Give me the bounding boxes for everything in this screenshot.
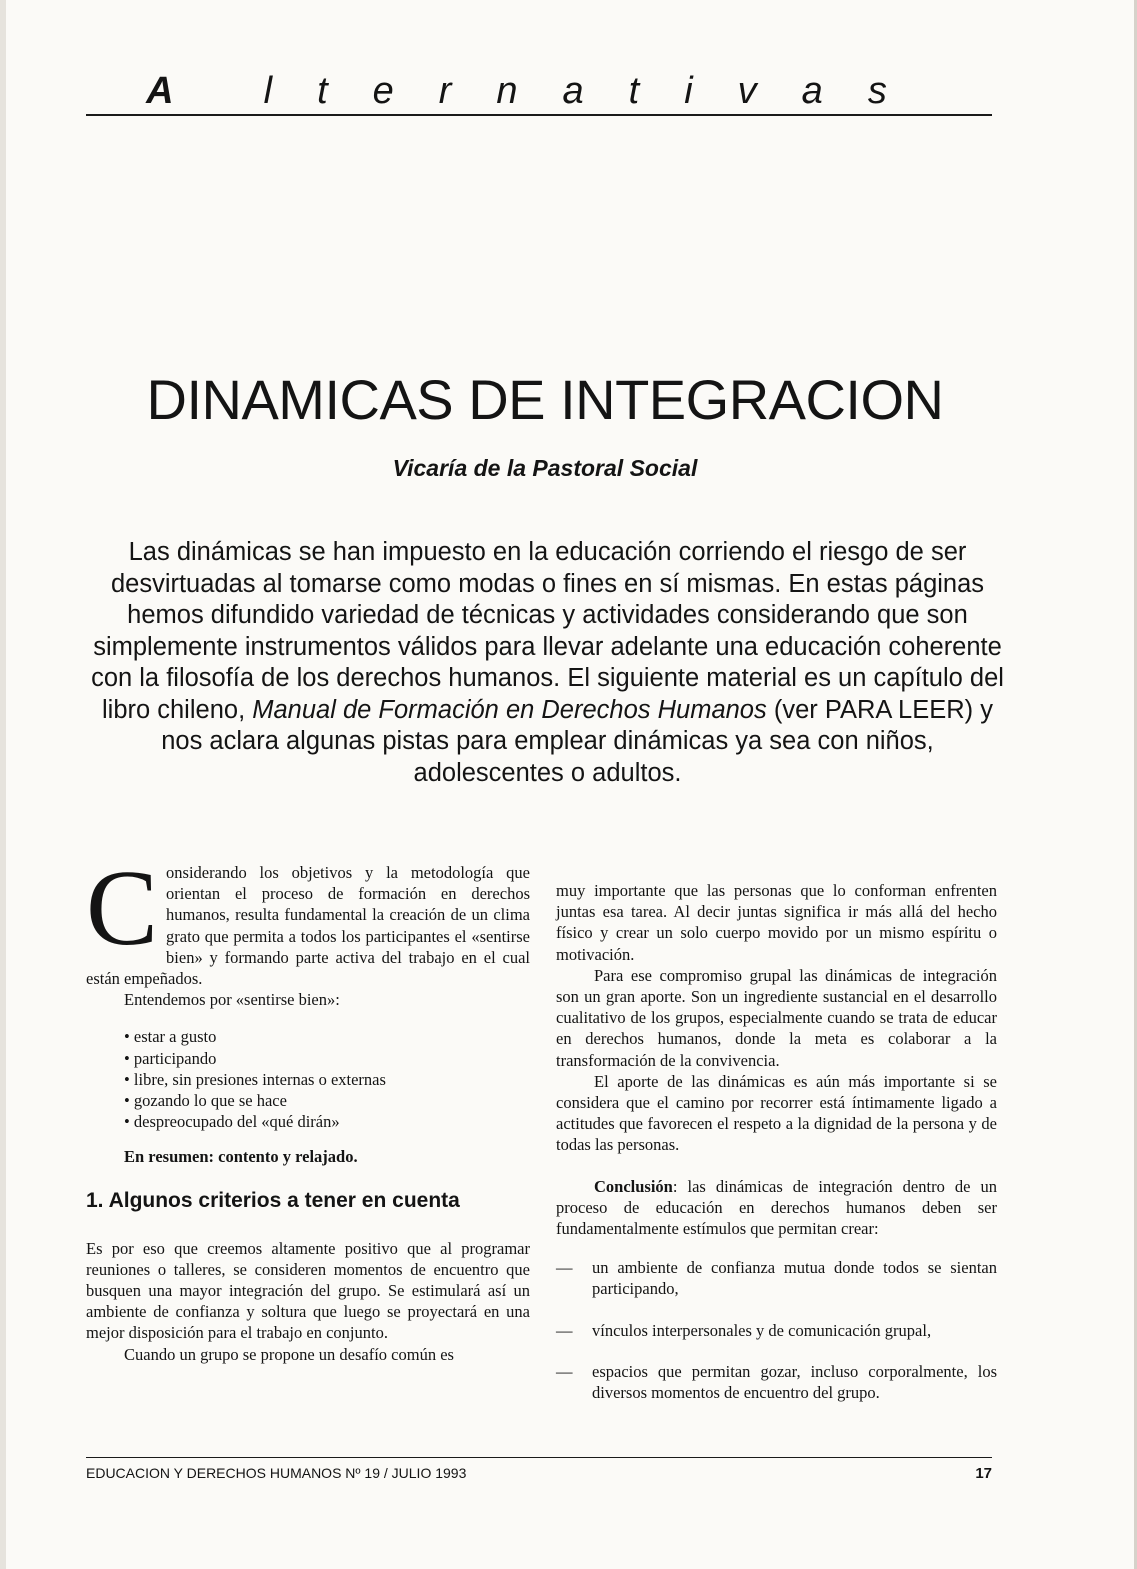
list-item: • participando bbox=[124, 1048, 530, 1069]
lead-paragraph bbox=[85, 537, 1010, 789]
section-header bbox=[86, 70, 992, 116]
body-paragraph: Es por eso que creemos altamente positivo que al programar reuniones o talleres, se consideren momentos de encuentro que busquen una mayor integración del grupo. Se estimulará así un ambiente de confianza y soltura que luego se proyectará en una mejor disposición para el trabajo en conjunto. bbox=[86, 1238, 530, 1343]
intro-paragraph bbox=[86, 849, 530, 989]
publication-info: EDUCACION Y DERECHOS HUMANOS Nº 19 / JULIO 1993 bbox=[86, 1465, 467, 1481]
lead-text-1: Las dinámicas se han impuesto en la educación corriendo el riesgo de ser desvirtuadas al tomarse como modas o fines en sí mismas. En estas páginas hemos difundido variedad de técnicas y actividades considerando que son simplemente instrumentos válidos para llevar adelante una educación coherente con la filosofía de los derechos humanos. El siguiente material es un capítulo del libro chileno, bbox=[91, 538, 1004, 724]
conclusion-text: : las dinámicas de integración dentro de un proceso de educación en derechos humanos deben ser fundamentalmente estímulos que permitan crear: bbox=[556, 1176, 997, 1239]
section-header-rest: lternativas bbox=[263, 70, 932, 112]
definition-text: Entendemos por «sentirse bien»: bbox=[124, 990, 340, 1010]
drop-cap: C bbox=[86, 849, 159, 968]
page-footer bbox=[86, 1465, 992, 1482]
article-author: Vicaría de la Pastoral Social bbox=[392, 455, 698, 481]
body-paragraph: Cuando un grupo se propone un desafío común es bbox=[124, 1344, 454, 1364]
conclusion-paragraph bbox=[556, 1176, 997, 1240]
lead-text-2: (ver PARA LEER) y nos aclara algunas pistas para emplear dinámicas ya sea con niños, adolescentes o adultos. bbox=[161, 695, 994, 787]
footer-rule bbox=[86, 1457, 992, 1458]
page-gutter bbox=[0, 0, 6, 1569]
page-number: 17 bbox=[975, 1465, 992, 1482]
list-item: • estar a gusto bbox=[124, 1026, 530, 1047]
body-paragraph: Para ese compromiso grupal las dinámicas de integración son un gran aporte. Son un ingrediente sustancial en el desarrollo cualitativo de los grupos, especialmente cuando se trata de educar en derechos humanos, donde la meta es colaborar a la transformación de la convivencia. bbox=[556, 965, 997, 1070]
feeling-good-list bbox=[124, 1026, 530, 1132]
conclusion-label: Conclusión bbox=[594, 1176, 673, 1196]
lead-book-title: Manual de Formación en Derechos Humanos bbox=[252, 695, 767, 724]
conclusion-list bbox=[556, 1257, 997, 1403]
intro-text: onsiderando los objetivos y la metodología que orientan el proceso de formación en derechos humanos, resulta fundamental la creación de un clima grato que permita a todos los participantes el «sentirse bien» y formando parte activa del trabajo en el cual están empeñados. bbox=[86, 863, 530, 989]
article-title: DINAMICAS DE INTEGRACION bbox=[146, 368, 944, 431]
right-column bbox=[556, 880, 997, 1423]
body-paragraph: El aporte de las dinámicas es aún más importante si se considera que el camino por recorrer está íntimamente ligado a actitudes que favorecen el respeto a la dignidad de la persona y de todas las personas. bbox=[556, 1071, 997, 1155]
section-header-initial: A bbox=[146, 70, 219, 112]
list-item: • libre, sin presiones internas o externas bbox=[124, 1069, 530, 1090]
list-item: — vínculos interpersonales y de comunicación grupal, bbox=[556, 1320, 997, 1341]
list-item: — espacios que permitan gozar, incluso corporalmente, los diversos momentos de encuentro del grupo. bbox=[556, 1361, 997, 1403]
summary-text: En resumen: contento y relajado. bbox=[124, 1147, 358, 1167]
list-item: — un ambiente de confianza mutua donde todos se sientan participando, bbox=[556, 1257, 997, 1299]
left-column bbox=[86, 849, 530, 1365]
list-item: • gozando lo que se hace bbox=[124, 1090, 530, 1111]
criteria-heading: 1. Algunos criterios a tener en cuenta bbox=[86, 1188, 460, 1212]
list-item: • despreocupado del «qué dirán» bbox=[124, 1111, 530, 1132]
body-paragraph: muy importante que las personas que lo conforman enfrenten juntas esa tarea. Al decir juntas significa ir más allá del hecho físico y crear un solo cuerpo movido por un mismo espíritu o motivación. bbox=[556, 881, 997, 964]
